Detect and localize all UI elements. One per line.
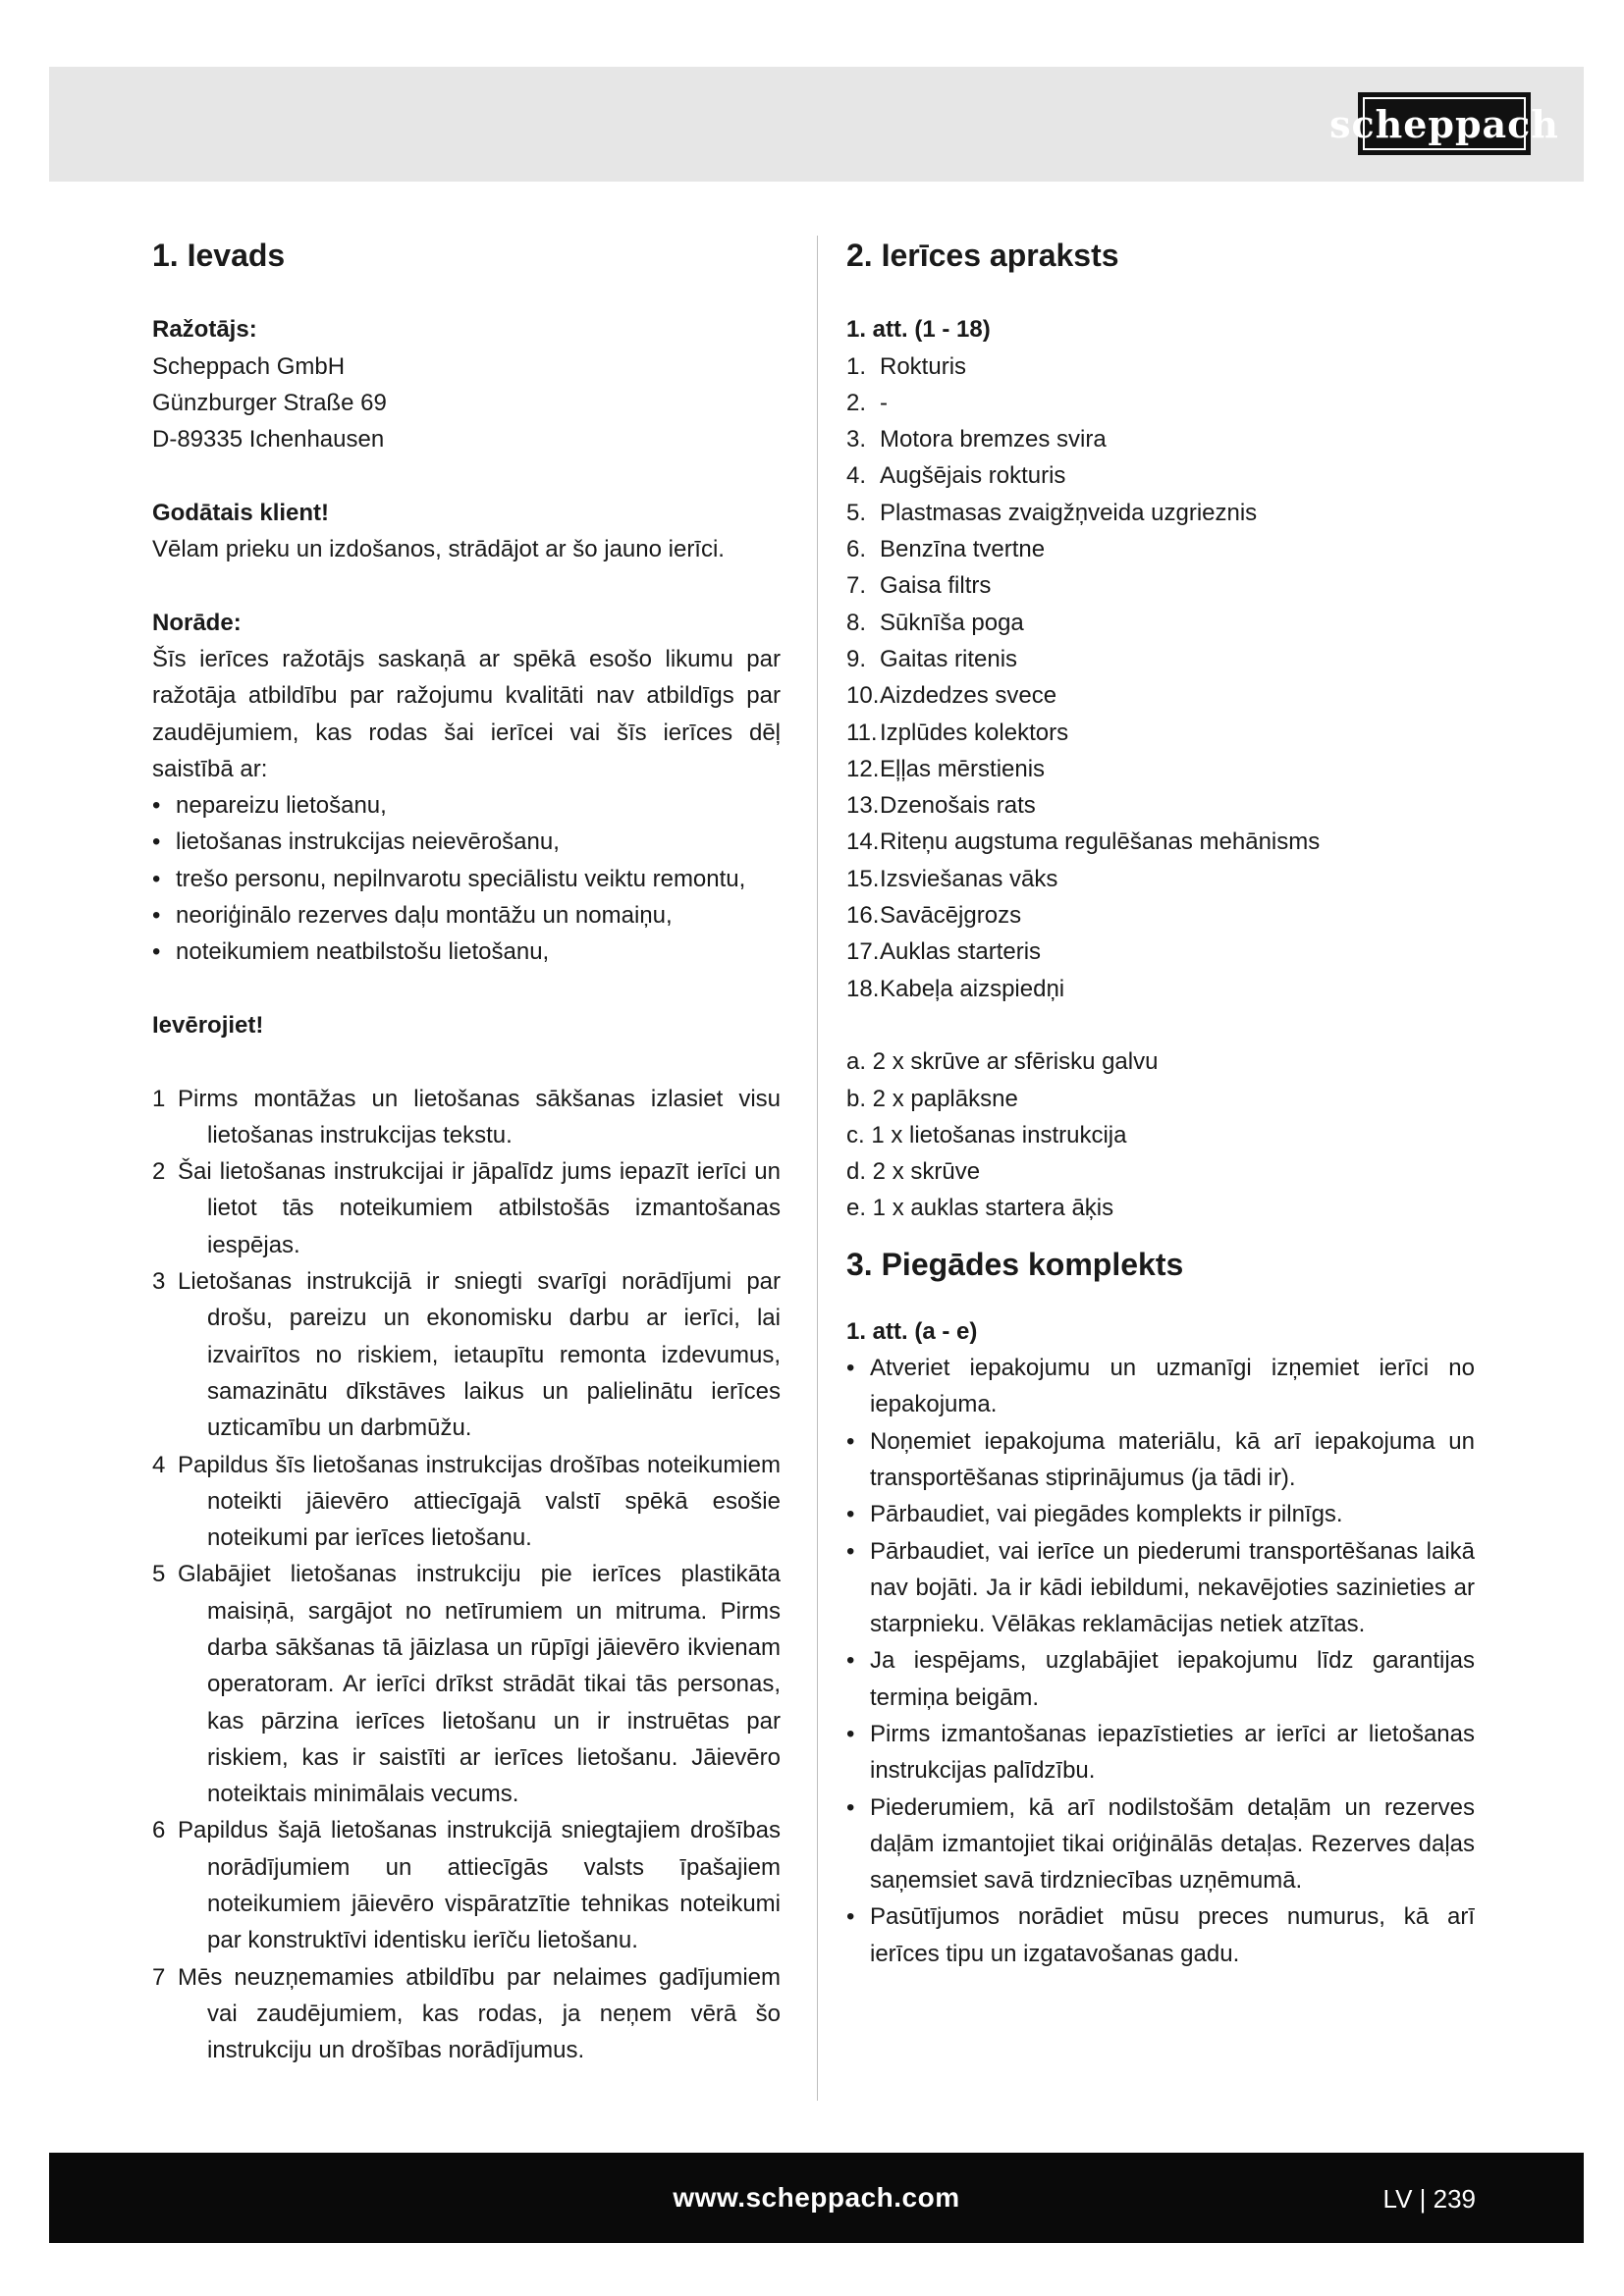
- column-divider: [817, 236, 818, 2101]
- part-item: 10.Aizdedzes svece: [846, 682, 1057, 710]
- section-title-device-description: 2. Ierīces apraksts: [846, 238, 1119, 273]
- delivery-bullet: • Pasūtījumos norādiet mūsu preces numurus, kā arī ierīces tipu un izgatavošanas gadu.: [846, 1903, 1475, 1967]
- delivery-bullet: • Pirms izmantošanas iepazīstieties ar ierīci ar lietošanas instrukcijas palīdzību.: [846, 1720, 1475, 1785]
- manufacturer-line: Günzburger Straße 69: [152, 389, 387, 416]
- note-bullet: • lietošanas instrukcijas neievērošanu,: [152, 828, 560, 856]
- part-item: 15.Izsviešanas vāks: [846, 865, 1058, 892]
- part-item: 7. Gaisa filtrs: [846, 572, 992, 600]
- part-item: 13.Dzenošais rats: [846, 792, 1036, 820]
- figure-label: 1. att. (1 - 18): [846, 316, 991, 344]
- part-item: 6. Benzīna tvertne: [846, 536, 1046, 563]
- section-title-introduction: 1. Ievads: [152, 238, 286, 273]
- manufacturer-label: Ražotājs:: [152, 316, 257, 344]
- delivery-bullet: • Ja iespējams, uzglabājiet iepakojumu līdz garantijas termiņa beigām.: [846, 1647, 1475, 1711]
- numbered-item: 6 Papildus šajā lietošanas instrukcijā sniegtajiem drošības norādījumiem un attiecīgās valsts īpašajiem noteikumiem jāievēro vispāratzītie tehnikas noteikumi par konstruktīvi identisku ierīču lietošanu.: [152, 1817, 781, 1954]
- section-title-delivery: 3. Piegādes komplekts: [846, 1246, 1184, 1282]
- note-text: Šīs ierīces ražotājs saskaņā ar spēkā esošo likumu par ražotāja atbildību par ražojumu kvalitāti nav atbildīgs par zaudējumiem, kas rodas šai ierīcei vai šīs ierīces dēļ saistībā ar:: [152, 645, 781, 782]
- delivery-bullet: • Noņemiet iepakojuma materiālu, kā arī iepakojuma un transportēšanas stiprinājumus (ja tādi ir).: [846, 1427, 1475, 1491]
- part-item: 11. Izplūdes kolektors: [846, 719, 1069, 746]
- page-number: LV | 239: [1382, 2184, 1476, 2214]
- part-item: 16.Savācējgrozs: [846, 902, 1022, 930]
- delivery-bullet: • Pārbaudiet, vai ierīce un piederumi transportēšanas laikā nav bojāti. Ja ir kādi iebildumi, nekavējoties sazinieties ar starpnieku. Vēlākas reklamācijas netiek atzītas.: [846, 1537, 1475, 1638]
- accessory-item: b. 2 x paplāksne: [846, 1085, 1018, 1112]
- part-item: 2. -: [846, 389, 888, 416]
- part-item: 3. Motora bremzes svira: [846, 426, 1107, 454]
- right-column: [846, 236, 1475, 1972]
- delivery-bullet: • Pārbaudiet, vai piegādes komplekts ir pilnīgs.: [846, 1501, 1343, 1528]
- note-bullet: • noteikumiem neatbilstošu lietošanu,: [152, 938, 550, 966]
- numbered-item: 1 Pirms montāžas un lietošanas sākšanas izlasiet visu lietošanas instrukcijas tekstu.: [152, 1085, 781, 1148]
- accessory-item: a. 2 x skrūve ar sfērisku galvu: [846, 1048, 1159, 1076]
- note-label: Norāde:: [152, 609, 242, 636]
- part-item: 14.Riteņu augstuma regulēšanas mehānisms: [846, 828, 1321, 856]
- part-item: 1. Rokturis: [846, 352, 967, 380]
- figure-label-delivery: 1. att. (a - e): [846, 1317, 978, 1345]
- manufacturer-line: D-89335 Ichenhausen: [152, 426, 385, 454]
- numbered-item: 7 Mēs neuzņemamies atbildību par nelaimes gadījumiem vai zaudējumiem, kas rodas, ja neņem vērā šo instrukciju un drošības norādījumus.: [152, 1963, 781, 2064]
- numbered-item: 5 Glabājiet lietošanas instrukciju pie ierīces plastikāta maisiņā, sargājot no netīrumiem un mitruma. Pirms darba sākšanas tā jāizlasa un rūpīgi jāievēro ikvienam operatoram. Ar ierīci drīkst strādāt tikai tās personas, kas pārzina ierīces lietošanu un ir instruētas par riskiem, kas ir saistīti ar ierīces lietošanu. Jāievēro noteiktais minimālais vecums.: [152, 1561, 781, 1808]
- greeting-text: Vēlam prieku un izdošanos, strādājot ar šo jauno ierīci.: [152, 536, 725, 563]
- manufacturer-line: Scheppach GmbH: [152, 352, 346, 380]
- website-link[interactable]: www.scheppach.com: [673, 2182, 960, 2213]
- footer-bar: [49, 2153, 1584, 2243]
- observe-label: Ievērojiet!: [152, 1011, 264, 1039]
- note-bullet: • nepareizu lietošanu,: [152, 792, 387, 820]
- accessory-item: c. 1 x lietošanas instrukcija: [846, 1121, 1127, 1148]
- header-band: [49, 67, 1584, 182]
- scheppach-logo: scheppach: [1358, 92, 1531, 155]
- delivery-bullet: • Atveriet iepakojumu un uzmanīgi izņemiet ierīci no iepakojuma.: [846, 1355, 1475, 1418]
- accessory-item: d. 2 x skrūve: [846, 1158, 981, 1186]
- numbered-item: 2 Šai lietošanas instrukcijai ir jāpalīdz jums iepazīt ierīci un lietot tās noteikumiem atbilstošās izmantošanas iespējas.: [152, 1158, 781, 1258]
- part-item: 12.Eļļas mērstienis: [846, 755, 1046, 782]
- left-column: [152, 236, 781, 2069]
- numbered-item: 4 Papildus šīs lietošanas instrukcijas drošības noteikumiem noteikti jāievēro attiecīgajā valstī spēkā esošie noteikumi par ierīces lietošanu.: [152, 1451, 781, 1552]
- part-item: 9. Gaitas ritenis: [846, 645, 1018, 672]
- accessory-item: e. 1 x auklas startera āķis: [846, 1195, 1114, 1222]
- part-item: 4. Augšējais rokturis: [846, 462, 1066, 490]
- part-item: 5. Plastmasas zvaigžņveida uzgrieznis: [846, 499, 1258, 526]
- delivery-bullet: • Piederumiem, kā arī nodilstošām detaļām un rezerves daļām izmantojiet tikai oriģinālās detaļas. Rezerves daļas saņemsiet savā tirdzniecības uzņēmumā.: [846, 1793, 1475, 1895]
- greeting-label: Godātais klient!: [152, 499, 330, 526]
- note-bullet: • neoriģinālo rezerves daļu montāžu un nomaiņu,: [152, 902, 673, 930]
- numbered-item: 3 Lietošanas instrukcijā ir sniegti svarīgi norādījumi par drošu, pareizu un ekonomisku darbu ar ierīci, lai izvairītos no riskiem, ietaupītu remonta izdevumus, samazinātu dīkstāves laikus un palielinātu ierīces uzticamību un darbmūžu.: [152, 1268, 781, 1442]
- part-item: 18.Kabeļa aizspiedņi: [846, 975, 1065, 1002]
- part-item: 17.Auklas starteris: [846, 938, 1042, 966]
- part-item: 8. Sūknīša poga: [846, 609, 1024, 636]
- note-bullet: • trešo personu, nepilnvarotu speciālistu veiktu remontu,: [152, 865, 746, 892]
